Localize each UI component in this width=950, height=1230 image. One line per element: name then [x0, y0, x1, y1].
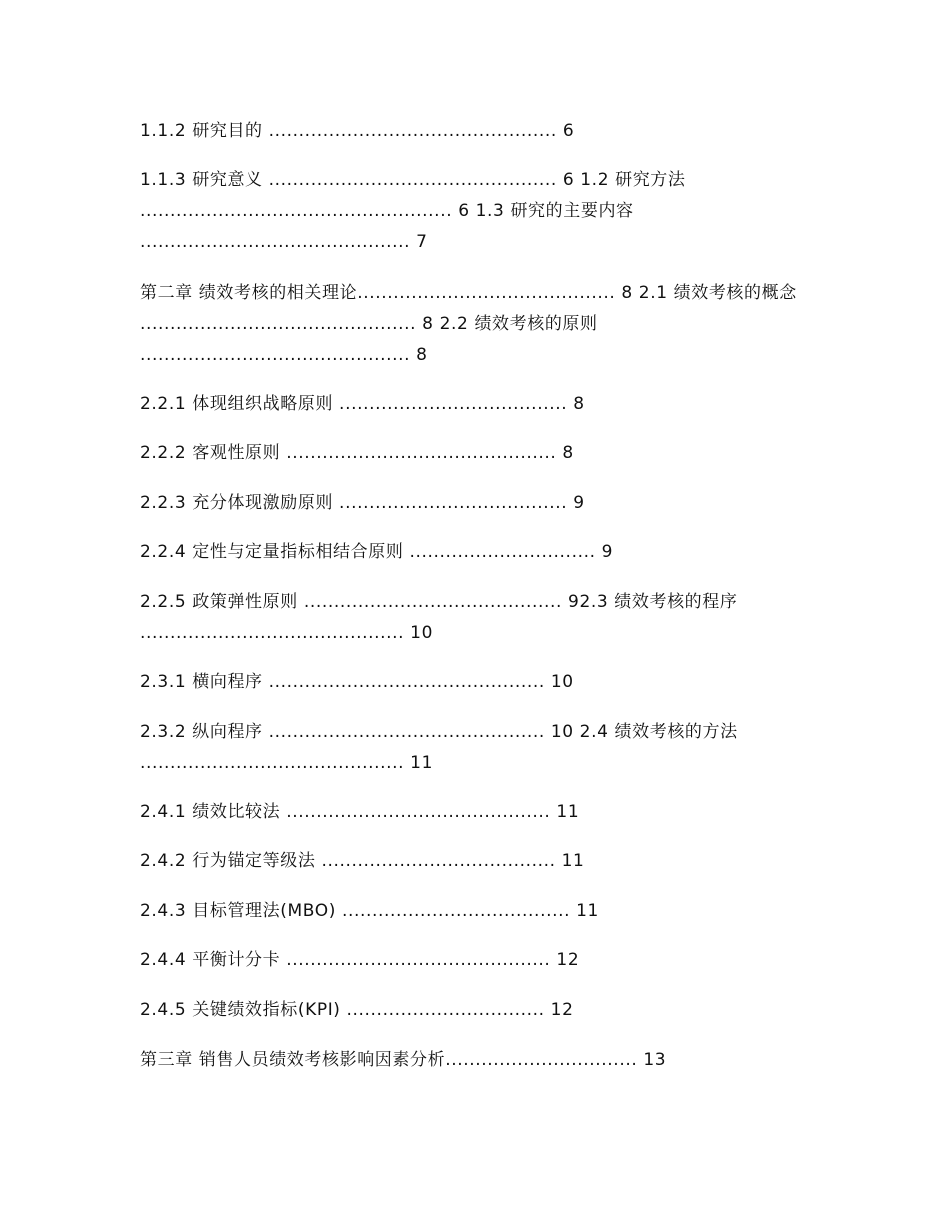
toc-entry-2-2-3: 2.2.3 充分体现激励原则 ...................................... 9	[140, 493, 585, 513]
toc-entry-chapter-3: 第三章 销售人员绩效考核影响因素分析................................ 13	[140, 1050, 667, 1070]
toc-entry-2-4-1: 2.4.1 绩效比较法 ............................................ 11	[140, 802, 580, 822]
toc-entry-2-2-5: 2.2.5 政策弹性原则 ........................................... 92.3 绩效考核的程序 ............................................ 10	[140, 592, 744, 643]
toc-entry-2-4-5: 2.4.5 关键绩效指标(KPI) ................................. 12	[140, 1000, 574, 1020]
toc-entry-2-3-2: 2.3.2 纵向程序 .............................................. 10 2.4 绩效考核的方法 ............................................ 11	[140, 722, 744, 773]
toc-entry-1-1-2: 1.1.2 研究目的 ................................................ 6	[140, 121, 575, 141]
toc-entry-2-2-4: 2.2.4 定性与定量指标相结合原则 ............................... 9	[140, 542, 613, 562]
toc-entry-2-3-1: 2.3.1 横向程序 .............................................. 10	[140, 672, 574, 692]
toc-entry-chapter-2: 第二章 绩效考核的相关理论........................................... 8 2.1 绩效考核的概念 .............................................. 8 2.2 绩效考核的原则 ............................................. 8	[140, 283, 803, 365]
toc-entry-2-2-2: 2.2.2 客观性原则 ............................................. 8	[140, 443, 574, 463]
toc-entry-1-1-3: 1.1.3 研究意义 ................................................ 6 1.2 研究方法 .................................................... 6 1.3 研究的主要内容 ............................................. 7	[140, 170, 692, 252]
toc-entry-2-2-1: 2.2.1 体现组织战略原则 ...................................... 8	[140, 394, 585, 414]
toc-entry-2-4-4: 2.4.4 平衡计分卡 ............................................ 12	[140, 950, 580, 970]
toc-entry-2-4-3: 2.4.3 目标管理法(MBO) ...................................... 11	[140, 901, 599, 921]
toc-entry-2-4-2: 2.4.2 行为锚定等级法 ....................................... 11	[140, 851, 585, 871]
